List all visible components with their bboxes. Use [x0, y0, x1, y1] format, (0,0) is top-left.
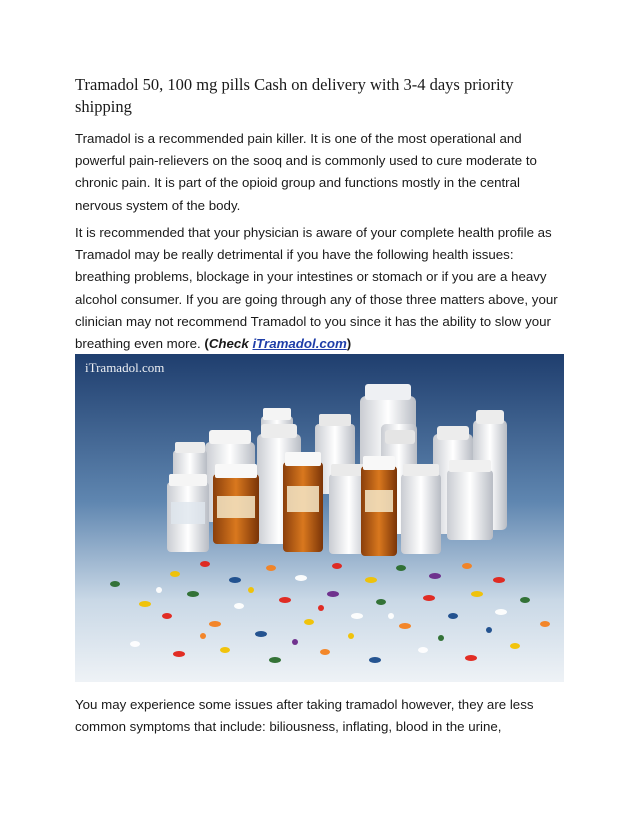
paragraph-side-effects: You may experience some issues after taking tramadol however, they are less common symptoms that include: biliousness, inflating, blood in the urine,	[75, 697, 534, 735]
image-watermark: iTramadol.com	[85, 360, 165, 375]
page-title: Tramadol 50, 100 mg pills Cash on delivery with 3-4 days priority shipping	[75, 75, 514, 116]
check-word: Check	[208, 336, 249, 352]
pill-bottles-illustration	[75, 354, 564, 682]
paragraph-intro: Tramadol is a recommended pain killer. It is one of the most operational and powerful pain-relievers on the sooq and is commonly used to cure moderate to chronic pain. It is part of the opioid group and functions mostly in the central nervous system of the body.	[75, 131, 537, 213]
check-note	[204, 336, 351, 351]
paragraph-health-warning	[75, 222, 563, 355]
check-close-paren: )	[346, 336, 352, 352]
itramadol-link[interactable]: iTramadol.com	[252, 336, 347, 352]
paragraph-health-warning-text: It is recommended that your physician is aware of your complete health profile as Tramadol may be really detrimental if you have the following health issues: breathing problems, blockage in your intestines or stomach or if you are a heavy alcohol consumer. If you are going through any of those three matters above, your clinician may not recommend Tramadol to you since it has the ability to slow your breathing even more.	[75, 225, 558, 352]
check-open-paren: (	[204, 336, 209, 352]
pill-bottles-photo	[75, 354, 564, 682]
